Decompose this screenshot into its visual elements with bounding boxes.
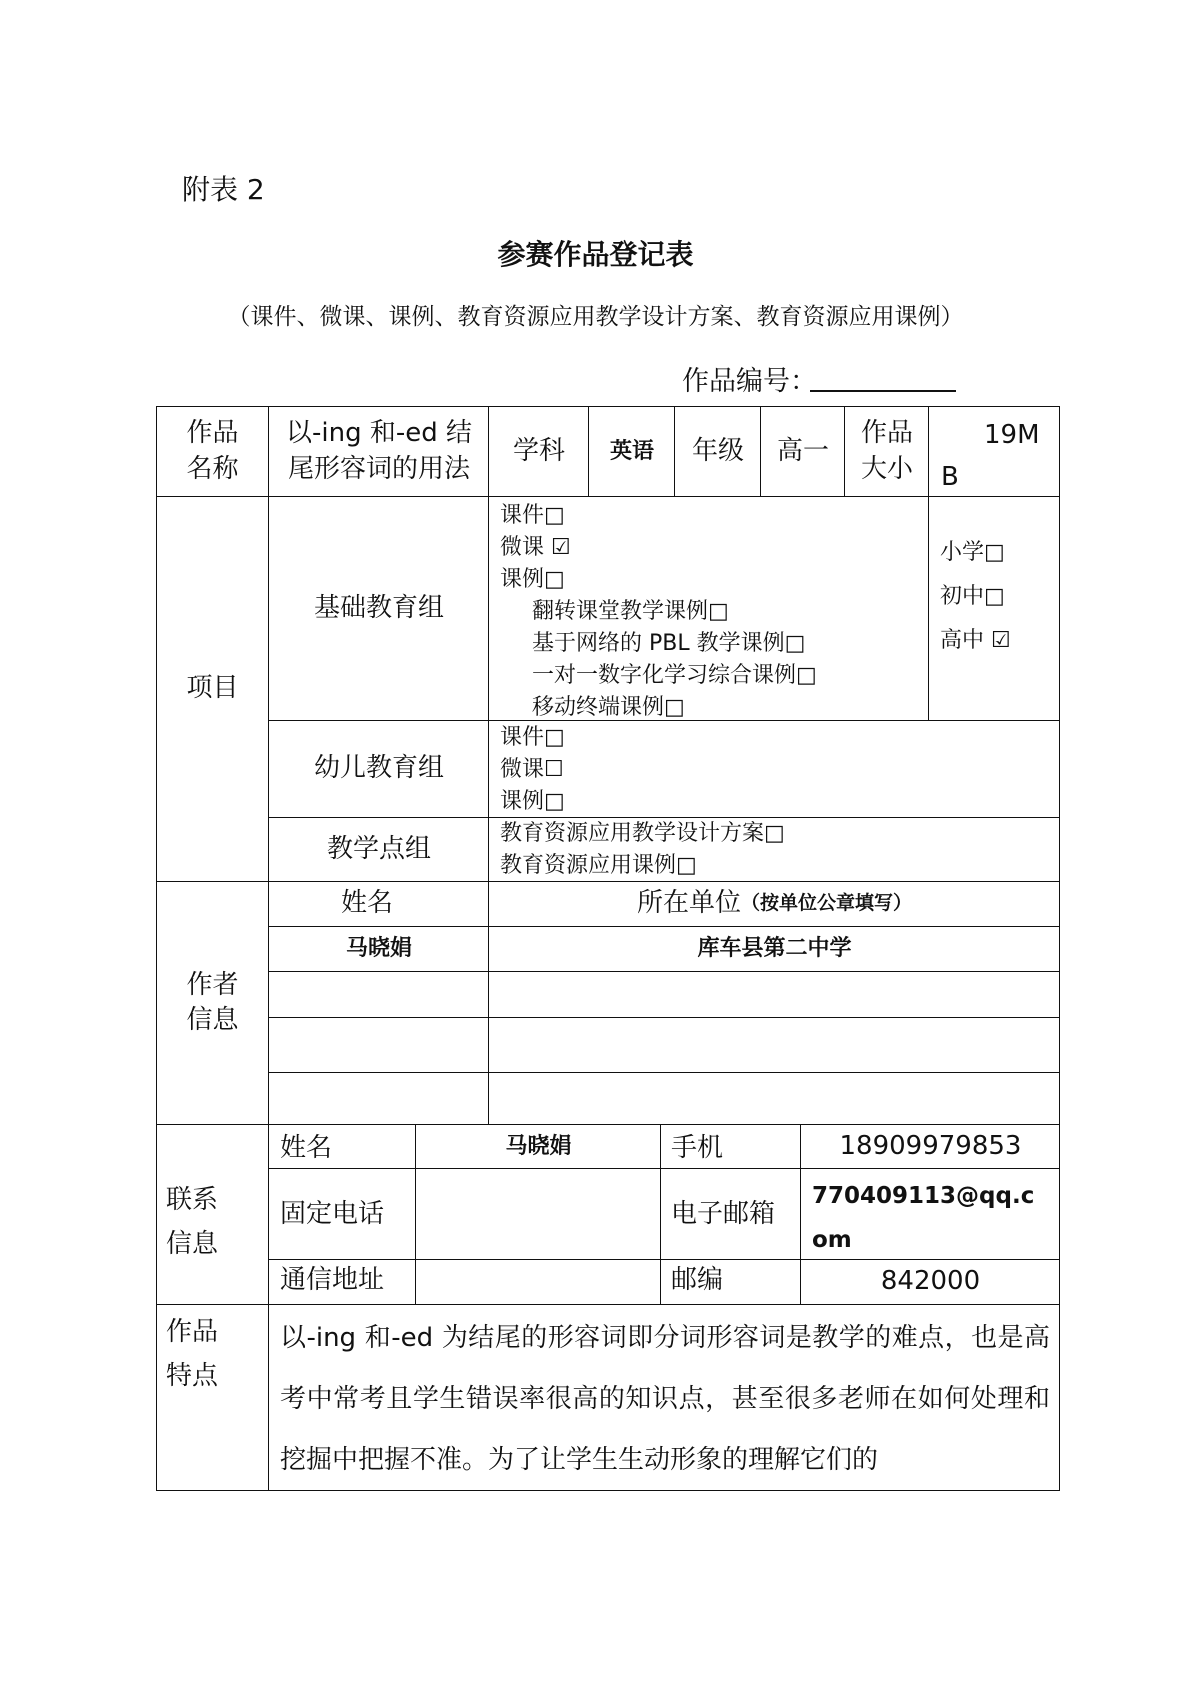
option-pbl[interactable]: 基于网络的 PBL 教学课例□: [532, 631, 806, 656]
subject-label: 学科: [512, 435, 565, 466]
option-mobile[interactable]: 移动终端课例□: [532, 695, 685, 720]
author-col-name: 姓名: [340, 888, 393, 919]
author-unit-4[interactable]: [490, 1073, 1059, 1124]
features-label: 作品 特点: [166, 1317, 219, 1391]
level-junior[interactable]: 初中□: [940, 584, 1005, 609]
author-col-unit: [490, 882, 1059, 926]
work-name-label: 作品 名称: [186, 418, 239, 484]
work-number-label: 作品编号：: [682, 366, 817, 397]
basic-group-label: 基础教育组: [313, 592, 444, 623]
form-title: 参赛作品登记表: [497, 238, 694, 271]
author-name-2[interactable]: [270, 972, 488, 1017]
author-col-unit-note: （按单位公章填写）: [741, 892, 913, 915]
work-number-field[interactable]: [810, 390, 956, 392]
option-design-plan[interactable]: 教育资源应用教学设计方案□: [500, 821, 785, 846]
form-subtitle: （课件、微课、课例、教育资源应用教学设计方案、教育资源应用课例）: [227, 304, 964, 330]
postcode-value: 842000: [880, 1266, 981, 1297]
address-value[interactable]: [417, 1260, 660, 1304]
level-primary[interactable]: 小学□: [940, 540, 1005, 565]
email-value-cont: om: [812, 1227, 852, 1253]
author-info-label: 作者 信息: [186, 969, 239, 1035]
preschool-group-label: 幼儿教育组: [313, 753, 444, 784]
basic-group-options: [500, 500, 817, 724]
grade-label: 年级: [691, 435, 744, 466]
author-name-1: 马晓娟: [345, 936, 412, 962]
author-unit-2[interactable]: [490, 972, 1059, 1017]
work-size-value: 19M: [984, 420, 1040, 450]
grade-value: 高一: [776, 435, 829, 466]
contact-name-label: 姓名: [280, 1133, 333, 1163]
landline-value[interactable]: [417, 1169, 660, 1259]
work-size-value-cont: B: [941, 462, 959, 492]
landline-label: 固定电话: [280, 1199, 385, 1229]
option-courseware[interactable]: 课件□: [500, 503, 565, 528]
contact-info-label: 联系 信息: [166, 1185, 219, 1259]
work-size-label: 作品 大小: [860, 418, 913, 484]
option-one-to-one[interactable]: 一对一数字化学习综合课例□: [532, 663, 817, 688]
phone-value: 18909979853: [839, 1130, 1022, 1161]
option-lesson-case[interactable]: 课例□: [500, 567, 565, 592]
contact-name-value: 马晓娟: [505, 1133, 572, 1159]
project-label: 项目: [186, 673, 239, 704]
features-text: 以-ing 和-ed 为结尾的形容词即分词形容词是教学的难点，也是高考中常考且学生错误率很高的知识点，甚至很多老师在如何处理和挖掘中把握不准。为了让学生生动形象的理解它们的: [280, 1323, 1050, 1475]
author-unit-3[interactable]: [490, 1018, 1059, 1072]
author-name-3[interactable]: [270, 1018, 488, 1072]
email-label: 电子邮箱: [671, 1199, 776, 1229]
preschool-micro-lesson[interactable]: 微课☐: [500, 757, 564, 782]
preschool-courseware[interactable]: 课件□: [500, 725, 565, 750]
option-micro-lesson[interactable]: 微课 ☑: [500, 535, 571, 560]
option-flipped-classroom[interactable]: 翻转课堂教学课例□: [532, 599, 729, 624]
author-unit-1: 库车县第二中学: [697, 936, 852, 962]
preschool-group-options: [500, 722, 565, 818]
option-resource-case[interactable]: 教育资源应用课例□: [500, 853, 697, 878]
postcode-label: 邮编: [671, 1265, 724, 1295]
author-col-unit-label: 所在单位: [636, 888, 741, 919]
teaching-point-options: [500, 818, 785, 882]
address-label: 通信地址: [280, 1265, 385, 1295]
author-name-4[interactable]: [270, 1073, 488, 1124]
teaching-point-group-label: 教学点组: [326, 833, 431, 864]
annex-label: 附表 2: [182, 173, 265, 206]
email-value: 770409113@qq.c: [812, 1183, 1035, 1209]
school-level-options: [940, 531, 1011, 663]
phone-label: 手机: [671, 1133, 724, 1163]
preschool-lesson-case[interactable]: 课例□: [500, 789, 565, 814]
level-senior[interactable]: 高中 ☑: [940, 628, 1011, 653]
subject-value: 英语: [609, 438, 654, 464]
work-name-value: 以-ing 和-ed 结 尾形容词的用法: [286, 418, 472, 484]
